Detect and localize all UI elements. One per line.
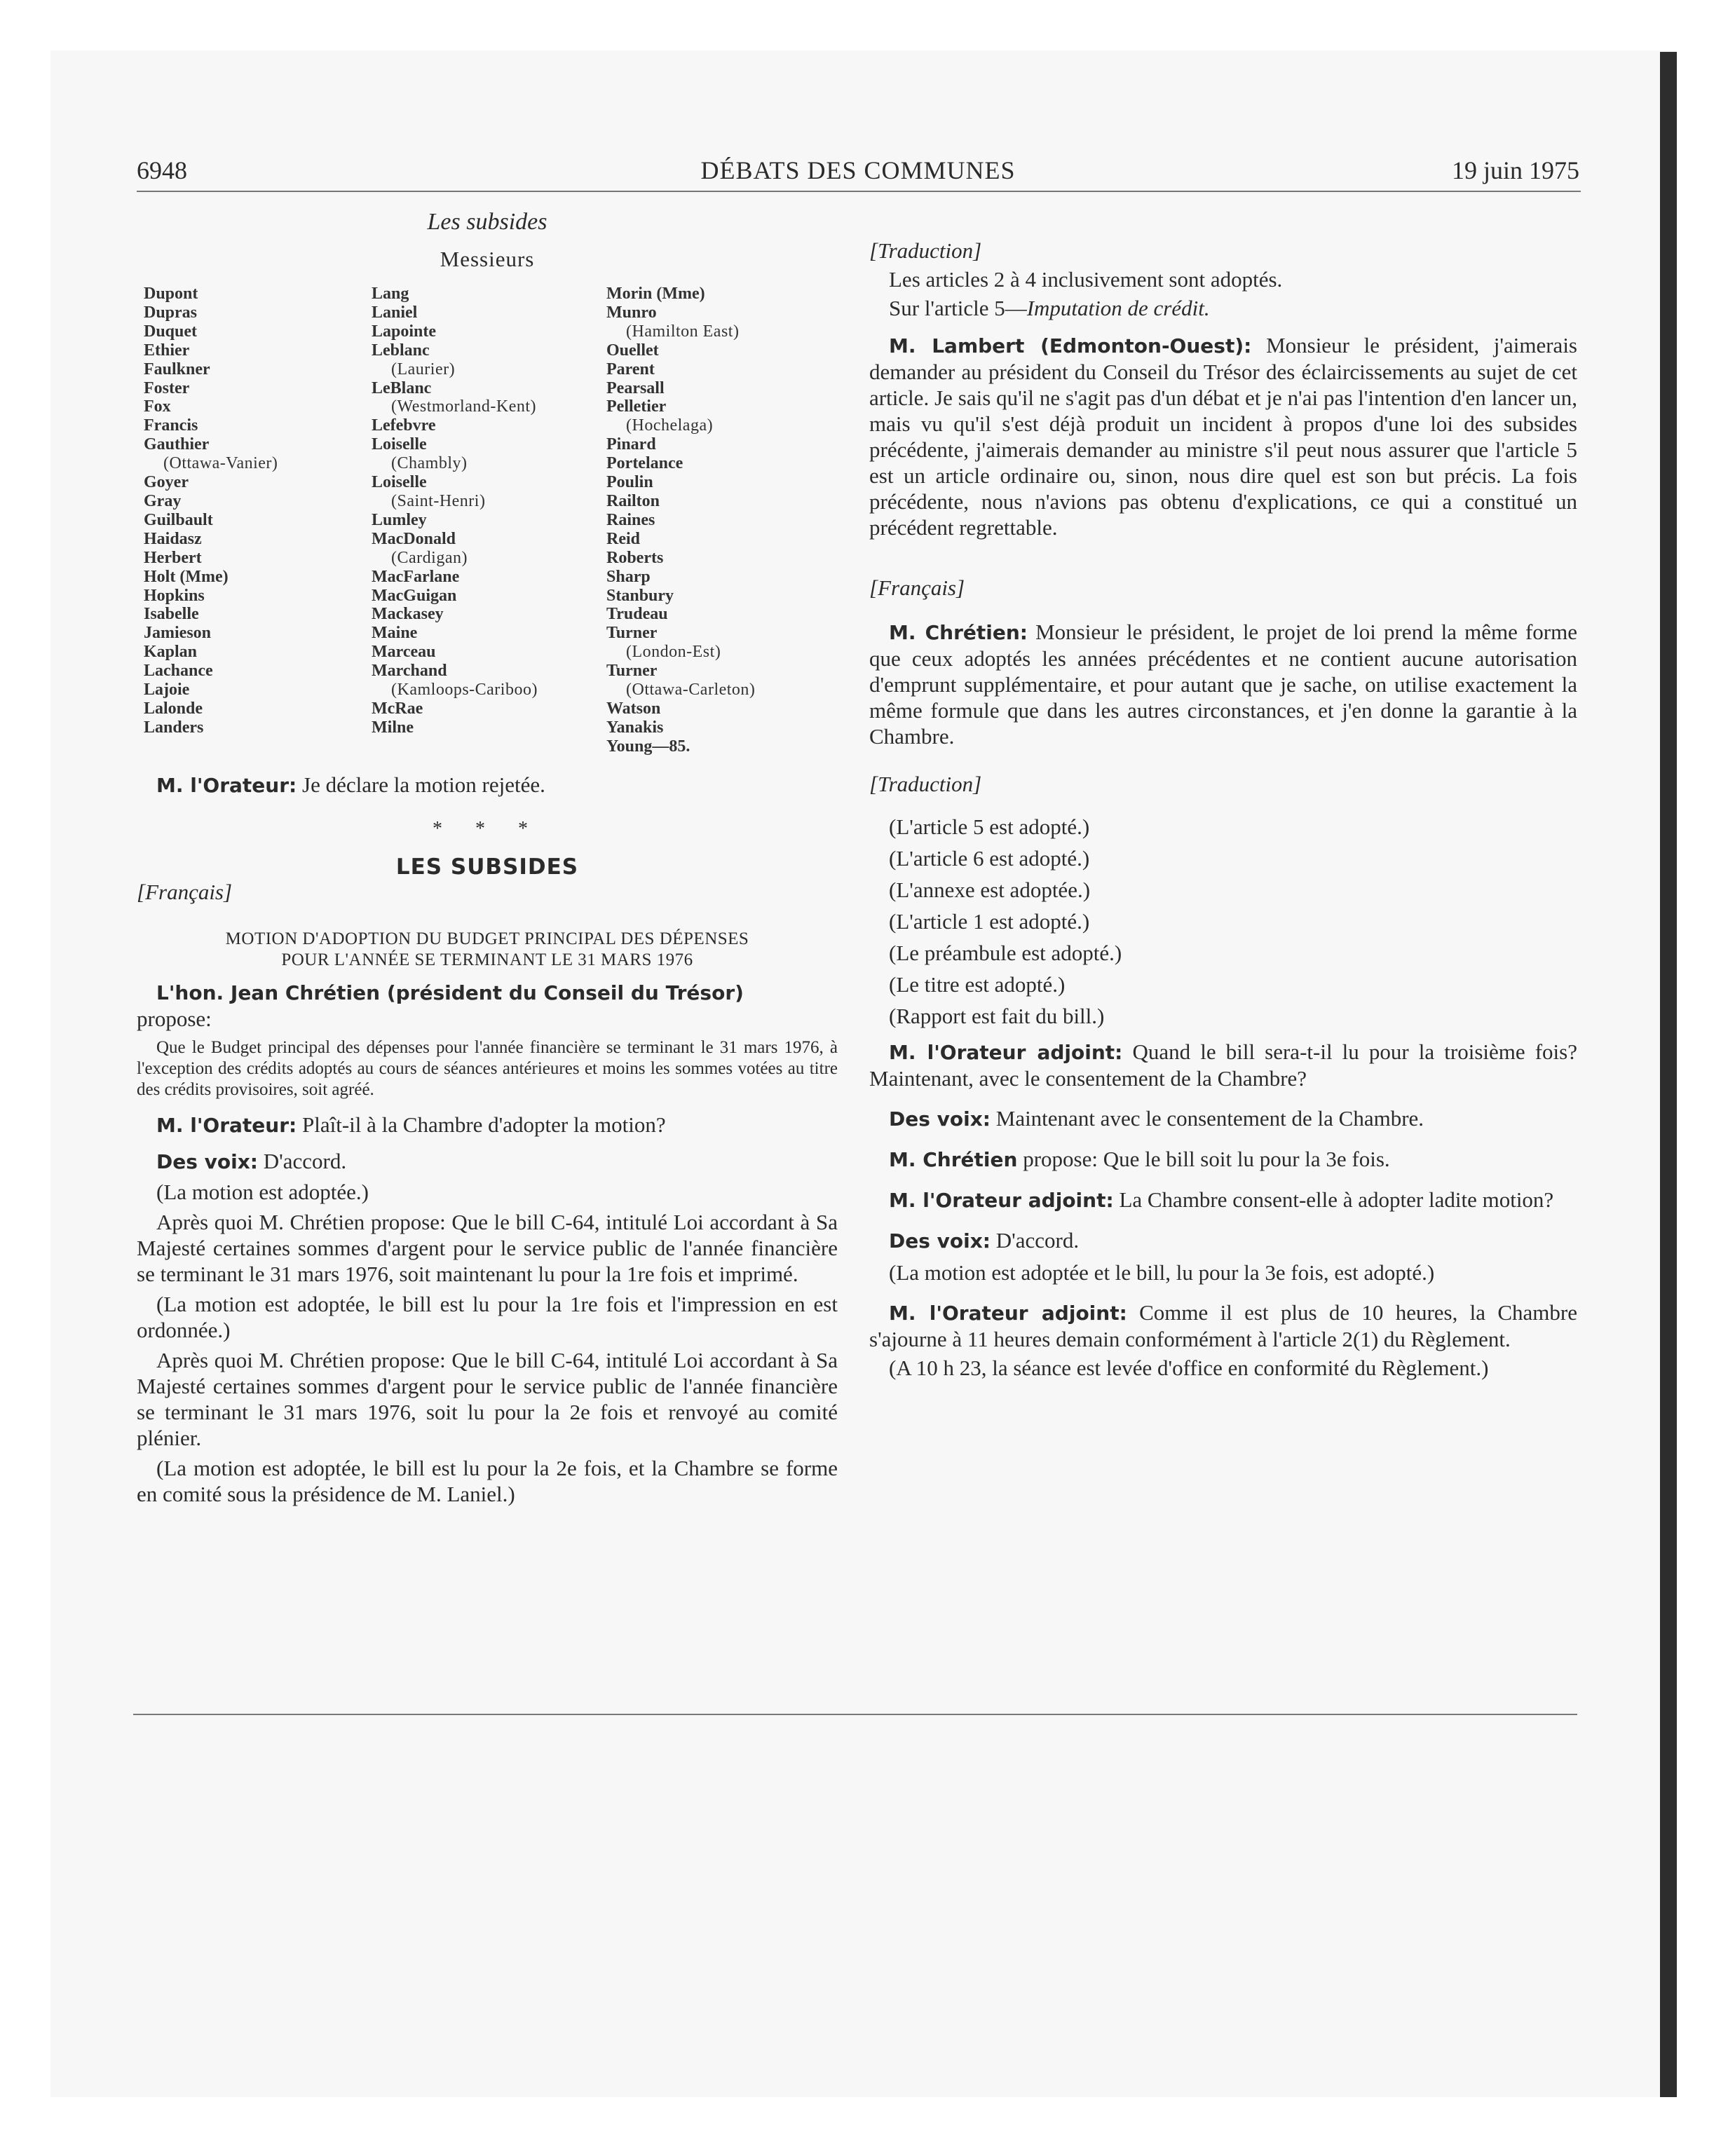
- chretien-statement: [869, 619, 1577, 749]
- member-name: Turner: [606, 624, 658, 643]
- member-name: Hopkins: [144, 586, 205, 605]
- member-name: Poulin: [606, 473, 653, 492]
- motion-adopted: (La motion est adoptée.): [156, 1179, 369, 1204]
- scan-margin-bottom: [0, 2097, 1735, 2156]
- riding-name: (Hochelaga): [626, 416, 714, 435]
- name-column-2: [372, 285, 606, 756]
- adoption-list-item: (L'article 5 est adopté.): [889, 814, 1090, 839]
- chretien-proposal: [869, 1146, 1577, 1173]
- speaker-name: M. Lambert (Edmonton-Ouest):: [889, 334, 1252, 357]
- voices-text: D'accord.: [991, 1228, 1080, 1253]
- member-name: Lalonde: [144, 699, 203, 718]
- riding-name: (Westmorland-Kent): [391, 397, 536, 416]
- voices-reply: [137, 1148, 838, 1175]
- right-column: [869, 238, 1577, 1381]
- scan-binding-shadow: [1660, 52, 1677, 2097]
- language-tag: [Français]: [137, 879, 233, 904]
- member-name: Lang: [372, 285, 409, 303]
- member-name: Haidasz: [144, 529, 202, 548]
- adoption-list: [869, 811, 1577, 1032]
- member-name: Foster: [144, 378, 190, 397]
- article-5-heading: [869, 295, 1577, 321]
- member-name: Yanakis: [606, 718, 664, 737]
- member-name: Goyer: [144, 473, 189, 492]
- member-name: Lumley: [372, 510, 427, 529]
- adoption-list-item: (Rapport est fait du bill.): [889, 1004, 1105, 1028]
- member-name: Loiselle: [372, 435, 427, 454]
- statement-text: Monsieur le président, j'aimerais demander au président du Conseil du Trésor des éclaircissements au sujet de cet article. Je sais qu'il ne s'agit pas d'un débat et je n'ai pas l'intention d'en lancer un, mais vu qu'il s'est déjà produit un incident à propos d'une loi des subsides précédente, j'aimerais demander au ministre s'il peut nous assurer que l'article 5 est un article ordinaire ou, sinon, nous dire quel est son but précis. La fois précédente, nous n'avions pas obtenu d'explications, ce qui a constitué un précédent regrettable.: [869, 333, 1577, 540]
- member-name: Gray: [144, 491, 182, 510]
- articles-adopted: Les articles 2 à 4 inclusivement sont adoptés.: [889, 267, 1283, 292]
- riding-name: (Ottawa-Carleton): [626, 681, 756, 700]
- statement-text: propose: Que le bill soit lu pour la 3e fois.: [1017, 1147, 1390, 1171]
- lambert-statement: [869, 332, 1577, 540]
- adoption-list-item: (L'article 1 est adopté.): [889, 909, 1090, 934]
- riding-name: (Chambly): [391, 454, 468, 473]
- vote-name-list: [137, 285, 838, 756]
- member-name: Watson: [606, 699, 661, 718]
- adoption-list-item: (L'article 6 est adopté.): [889, 846, 1090, 871]
- member-name: Jamieson: [144, 624, 211, 643]
- member-name: Stanbury: [606, 586, 674, 605]
- voices-text: D'accord.: [258, 1148, 347, 1173]
- riding-name: (Laurier): [391, 360, 456, 378]
- deputy-speaker-statement-1: [869, 1039, 1577, 1091]
- member-name: Gauthier: [144, 435, 210, 454]
- member-name: Railton: [606, 491, 660, 510]
- member-name: Francis: [144, 416, 198, 435]
- statement-text: Monsieur le président, le projet de loi prend la même forme que ceux adoptés les années précédentes et ne contient aucune autorisation d'emprunt supplémentaire, et pour autant que je sache, on utilise exactement la même formule que dans les autres circonstances, et j'en donne la garantie à la Chambre.: [869, 620, 1577, 749]
- language-tag: [Français]: [869, 575, 965, 600]
- member-name: Portelance: [606, 454, 683, 473]
- scan-margin-left: [0, 0, 50, 2156]
- scan-margin-right: [1677, 0, 1735, 2156]
- member-name: Lefebvre: [372, 416, 436, 435]
- motion-heading-line-2: POUR L'ANNÉE SE TERMINANT LE 31 MARS 1976: [281, 950, 693, 969]
- member-name: Dupras: [144, 303, 198, 322]
- speaker-statement-2: [137, 1112, 838, 1138]
- member-name: Laniel: [372, 303, 418, 322]
- member-name: Landers: [144, 718, 204, 737]
- member-name: Ethier: [144, 341, 190, 360]
- proposer: [137, 979, 838, 1006]
- speaker-name: M. l'Orateur:: [156, 1113, 297, 1137]
- statement-text: Plaît-il à la Chambre d'adopter la motion?: [297, 1112, 666, 1137]
- paragraph-second-reading-result: (La motion est adoptée, le bill est lu pour la 2e fois, et la Chambre se forme en comité sous la présidence de M. Laniel.): [137, 1455, 838, 1506]
- name-column-3: [606, 285, 838, 756]
- speaker-name: M. l'Orateur:: [156, 773, 297, 797]
- adoption-list-item: (Le titre est adopté.): [889, 972, 1066, 997]
- member-name: Duquet: [144, 322, 198, 341]
- scan-margin-top: [0, 0, 1735, 50]
- section-separator: * * *: [433, 817, 542, 840]
- member-name: Raines: [606, 510, 655, 529]
- page-date: 19 juin 1975: [1451, 156, 1579, 184]
- speaker-name: M. l'Orateur adjoint:: [889, 1189, 1114, 1212]
- paragraph-first-reading: Après quoi M. Chrétien propose: Que le bill C-64, intitulé Loi accordant à Sa Majesté certaines sommes d'argent pour le service public de l'année financière se terminant le 31 mars 1976, soit maintenant lu pour la 1re fois et imprimé.: [137, 1209, 838, 1286]
- vote-section-title: Les subsides: [427, 209, 547, 235]
- page-number: 6948: [137, 156, 187, 184]
- header-rule: [137, 191, 1581, 192]
- speaker-name: M. l'Orateur adjoint:: [889, 1041, 1123, 1064]
- member-name: Holt (Mme): [144, 567, 229, 586]
- voices-reply-1: [869, 1105, 1577, 1132]
- member-name: MacDonald: [372, 529, 456, 548]
- member-name: Pelletier: [606, 397, 667, 416]
- article-5-prefix: Sur l'article 5—: [889, 296, 1027, 320]
- page-header: [137, 156, 1579, 191]
- voices-label: Des voix:: [889, 1107, 991, 1131]
- voices-text: Maintenant avec le consentement de la Chambre.: [991, 1106, 1424, 1131]
- member-name: Pinard: [606, 435, 656, 454]
- deputy-speaker-statement-3: [869, 1299, 1577, 1352]
- article-5-title: Imputation de crédit.: [1026, 296, 1210, 320]
- speaker-statement: [137, 772, 838, 798]
- language-tag: [Traduction]: [869, 772, 982, 796]
- adoption-list-item: (Le préambule est adopté.): [889, 941, 1122, 965]
- member-name: Morin (Mme): [606, 285, 705, 303]
- adoption-list-item: (L'annexe est adoptée.): [889, 878, 1091, 902]
- statement-text: Comme il est plus de 10 heures, la Chambre s'ajourne à 11 heures demain conformément à l'article 2(1) du Règlement.: [869, 1300, 1577, 1351]
- closing-note: (A 10 h 23, la séance est levée d'office en conformité du Règlement.): [889, 1356, 1489, 1380]
- riding-name: (Ottawa-Vanier): [163, 454, 278, 473]
- page-title: DÉBATS DES COMMUNES: [700, 156, 1016, 184]
- member-name: Marchand: [372, 662, 447, 681]
- paragraph-first-reading-result: (La motion est adoptée, le bill est lu pour la 1re fois et l'impression en est ordonnée.): [137, 1291, 838, 1342]
- member-name: Fox: [144, 397, 171, 416]
- motion-text: Que le Budget principal des dépenses pour l'année financière se terminant le 31 mars 1976, à l'exception des crédits adoptés au cours de séances antérieures et moins les sommes votées au titre des crédits provisoires, soit agréé.: [137, 1037, 838, 1099]
- section-heading-block: [137, 854, 838, 910]
- proposer-action: propose:: [137, 1006, 212, 1031]
- member-name: Reid: [606, 529, 640, 548]
- speaker-name: M. Chrétien: [889, 1148, 1018, 1171]
- member-name: Guilbault: [144, 510, 213, 529]
- member-name: Marceau: [372, 643, 436, 662]
- member-name: Turner: [606, 662, 658, 681]
- member-name: Mackasey: [372, 605, 444, 624]
- riding-name: (Cardigan): [391, 548, 468, 567]
- member-name: Faulkner: [144, 360, 210, 378]
- member-name: Ouellet: [606, 341, 659, 360]
- statement-text: Quand le bill sera-t-il lu pour la troisième fois? Maintenant, avec le consentement de la Chambre?: [869, 1039, 1577, 1091]
- member-name: Dupont: [144, 285, 198, 303]
- member-name: Kaplan: [144, 643, 198, 662]
- member-name: Parent: [606, 360, 655, 378]
- member-name: Trudeau: [606, 605, 668, 624]
- member-name: Maine: [372, 624, 418, 643]
- footer-rule: [133, 1714, 1577, 1715]
- statement-text: La Chambre consent-elle à adopter ladite motion?: [1113, 1187, 1554, 1212]
- member-name: LeBlanc: [372, 378, 432, 397]
- voices-reply-2: [869, 1227, 1577, 1254]
- member-name: Sharp: [606, 567, 651, 586]
- language-tag: [Traduction]: [869, 238, 982, 263]
- member-name: Loiselle: [372, 473, 427, 492]
- member-name: Isabelle: [144, 605, 199, 624]
- member-name: MacGuigan: [372, 586, 457, 605]
- proposer-name: L'hon. Jean Chrétien (président du Conseil du Trésor): [156, 981, 744, 1004]
- speaker-name: M. l'Orateur adjoint:: [889, 1302, 1127, 1325]
- member-name: Pearsall: [606, 378, 665, 397]
- member-name: Munro: [606, 303, 657, 322]
- member-name: Roberts: [606, 548, 664, 567]
- riding-name: (London-Est): [626, 643, 721, 662]
- member-name: Lachance: [144, 662, 213, 681]
- section-heading: LES SUBSIDES: [395, 854, 579, 880]
- motion-heading-line-1: MOTION D'ADOPTION DU BUDGET PRINCIPAL DES DÉPENSES: [225, 929, 749, 948]
- member-name: Herbert: [144, 548, 202, 567]
- member-name: MacFarlane: [372, 567, 460, 586]
- motion-heading: [137, 929, 838, 971]
- deputy-speaker-statement-2: [869, 1187, 1577, 1213]
- riding-name: (Hamilton East): [626, 322, 740, 341]
- name-column-1: [137, 285, 372, 756]
- statement-text: Je déclare la motion rejetée.: [297, 772, 545, 797]
- speaker-name: M. Chrétien:: [889, 621, 1028, 644]
- member-name: Lapointe: [372, 322, 437, 341]
- riding-name: (Kamloops-Cariboo): [391, 681, 538, 700]
- vote-subtitle: Messieurs: [440, 247, 535, 271]
- member-name: Milne: [372, 718, 414, 737]
- voices-label: Des voix:: [156, 1149, 258, 1173]
- left-column: [137, 203, 838, 1507]
- member-name: Lajoie: [144, 681, 190, 700]
- member-name: Young—85.: [606, 737, 690, 756]
- voices-label: Des voix:: [889, 1229, 991, 1253]
- member-name: Leblanc: [372, 341, 430, 360]
- member-name: McRae: [372, 699, 423, 718]
- riding-name: (Saint-Henri): [391, 491, 486, 510]
- paragraph-second-reading: Après quoi M. Chrétien propose: Que le bill C-64, intitulé Loi accordant à Sa Majesté certaines sommes d'argent pour le service public de l'année financière se terminant le 31 mars 1976, soit lu pour la 2e fois et renvoyé au comité plénier.: [137, 1347, 838, 1450]
- third-reading-adopted: (La motion est adoptée et le bill, lu pour la 3e fois, est adopté.): [889, 1260, 1435, 1285]
